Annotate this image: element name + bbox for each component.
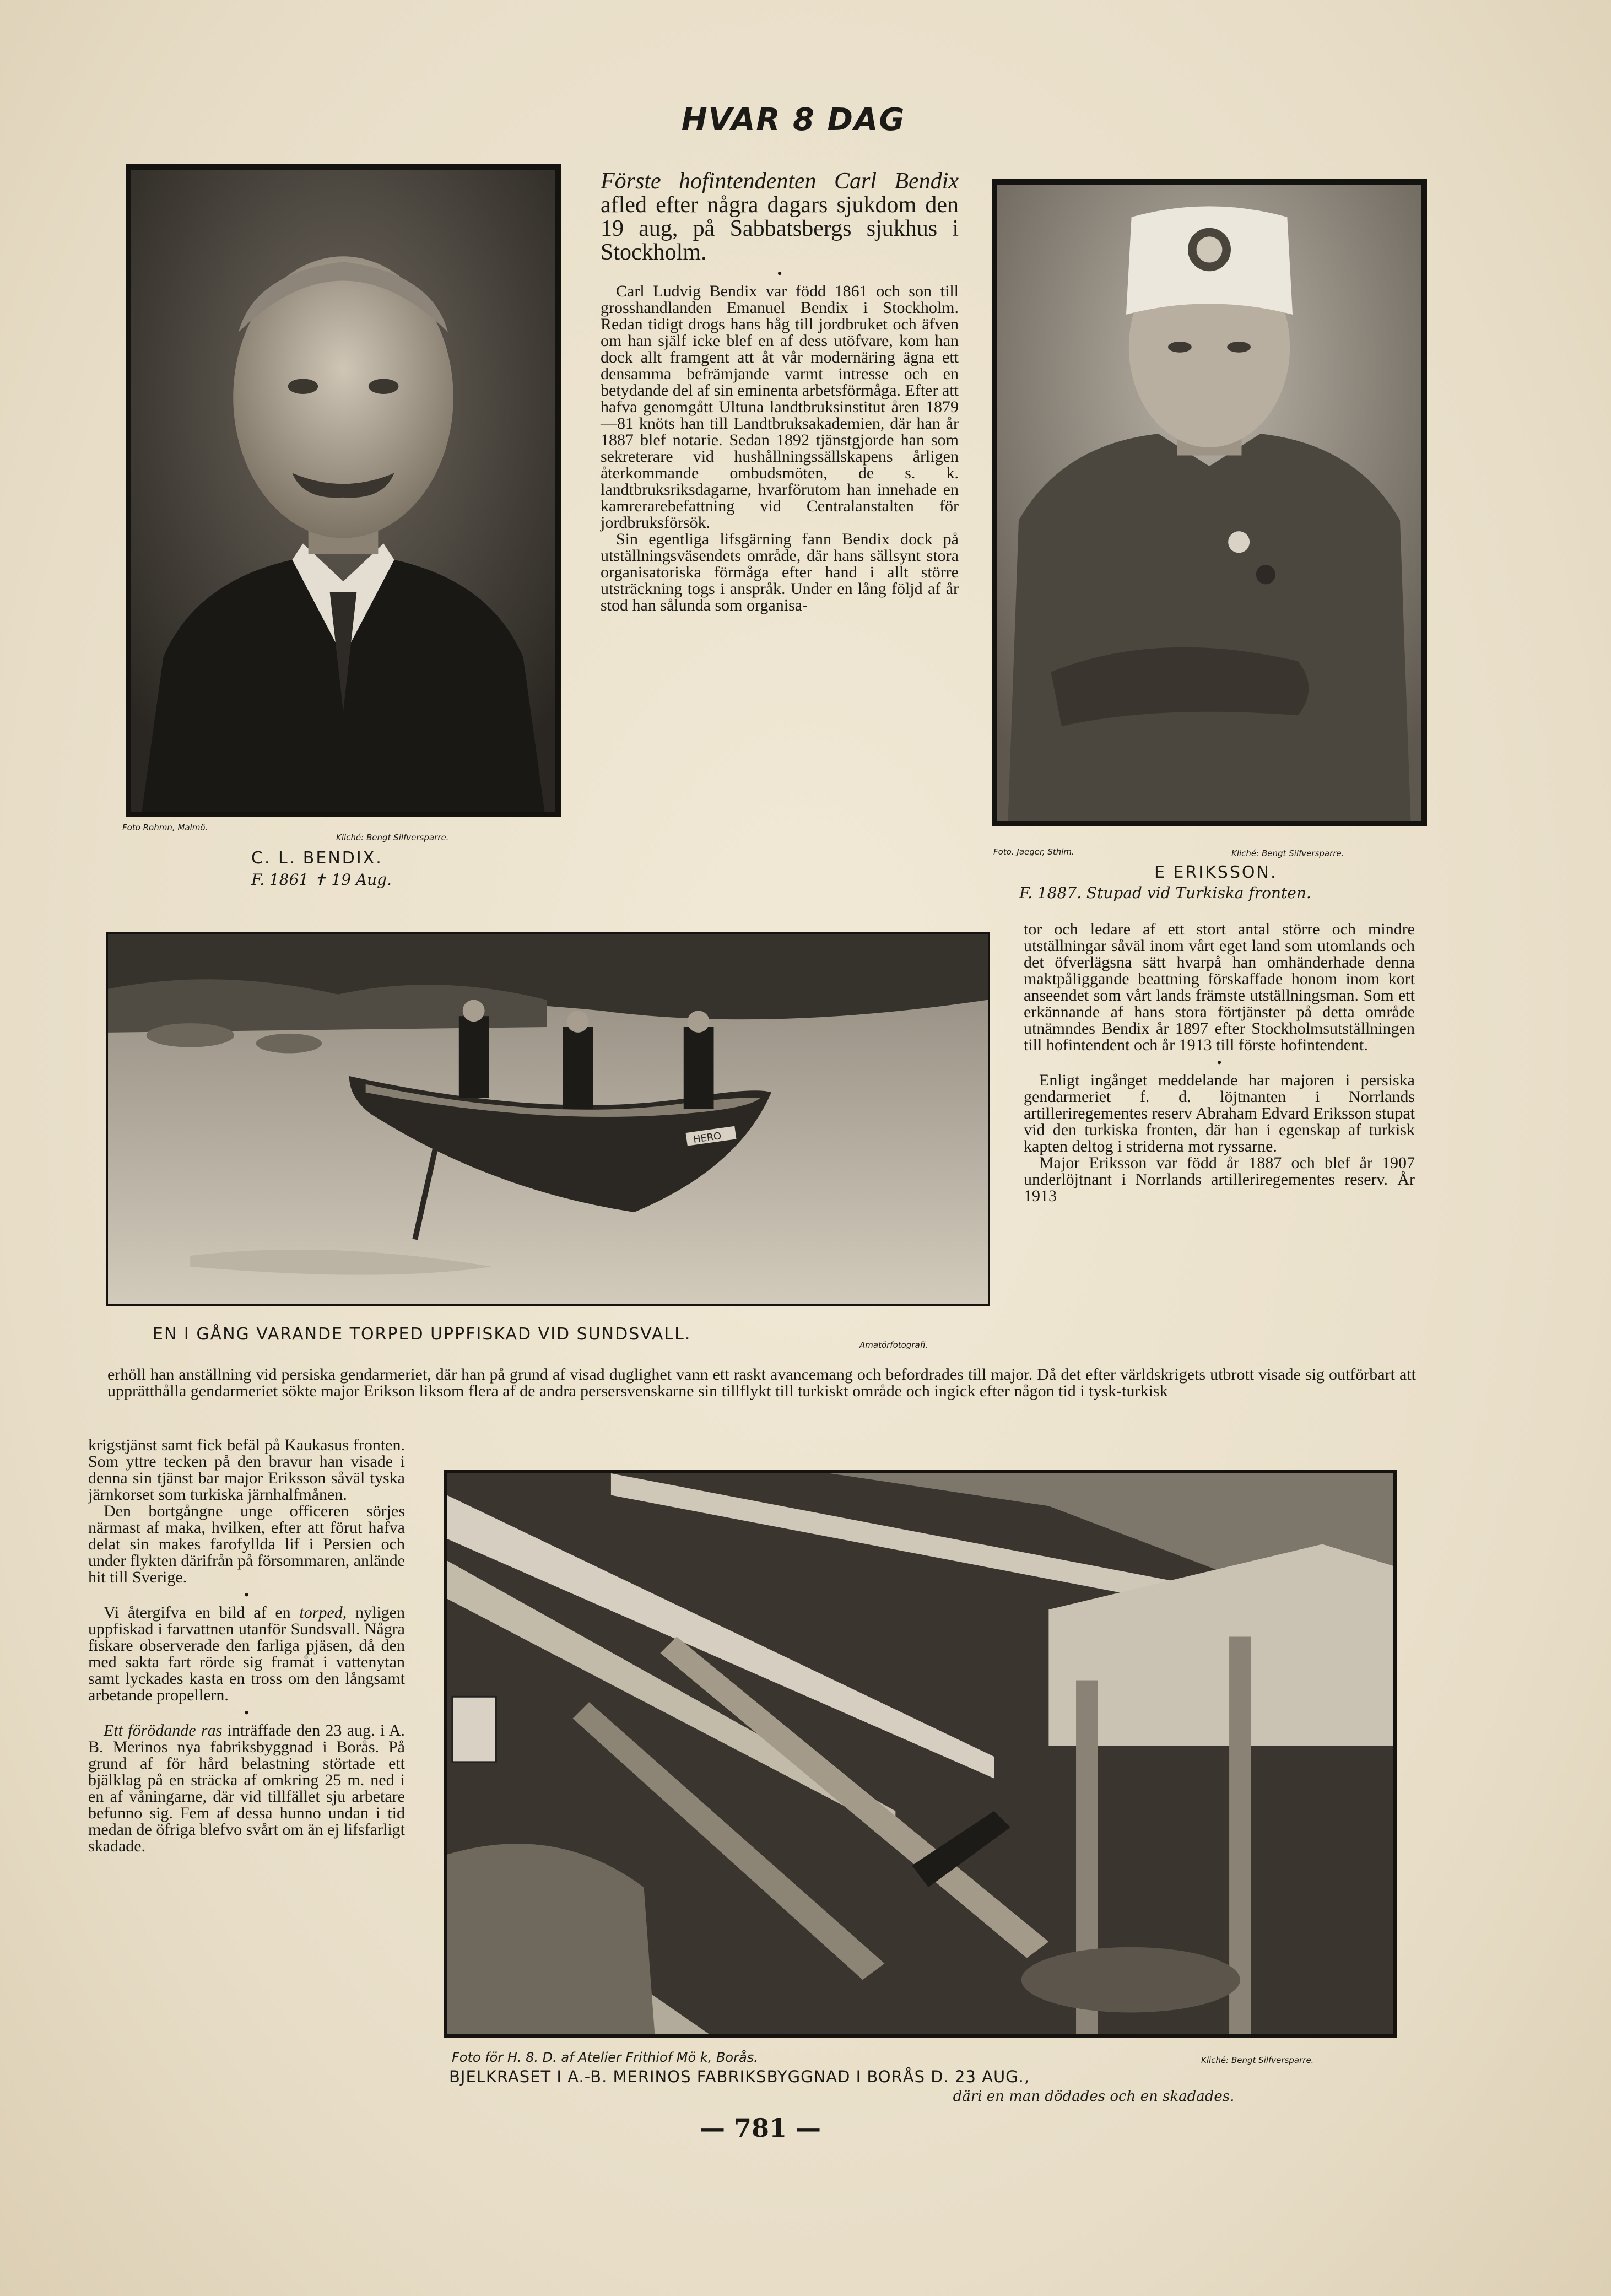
boat-name-label: HERO — [692, 1130, 722, 1146]
article-column-left — [88, 1437, 405, 1855]
collapse-caption-tail: däri en man dödades och en skadades. — [953, 2088, 1235, 2105]
bendix-caption-name: C. L. BENDIX. — [251, 849, 383, 868]
page-header: HVAR 8 DAG — [681, 102, 906, 138]
article-headline-rest: afled efter några dagars sjukdom den 19 aug, på Sabbatsbergs sjukhus i Stockholm. — [601, 192, 959, 265]
eriksson-paragraph-2-start: Major Eriksson var född år 1887 och blef år 1907 underlöjtnant i Norrlands artilleriregementes reserv. År 1913 — [1024, 1154, 1415, 1205]
collapse-caption-main: BJELKRASET I A.-B. MERINOS FABRIKSBYGGNAD I BORÅS D. 23 AUG., — [449, 2067, 1030, 2086]
bendix-paragraph-1: Carl Ludvig Bendix var född 1861 och son till grosshandlanden Emanuel Bendix i Stockholm. Redan tidigt drogs hans håg till jordbruket och äfven om han själf icke blef en af dess utöfvare, kom han dock allt framgent att åt vår modernäring ägna ett densamma befrämjande varmt intresse och en betydande del af sin eminenta arbetsförmåga. Efter att hafva genomgått Ultuna landtbruksinstitut åren 1879—81 knöts han till Landtbruksakademien, där han år 1887 blef notarie. Sedan 1892 tjänstgjorde han som sekreterare vid hushållningssällskapens årligen återkommande ombudsmöten, de s. k. landtbruksriksdagarne, hvarförutom han innehade en kamrerarebefattning vid Centralanstalten för jordbruksförsök. — [601, 282, 959, 532]
bendix-photo-credit: Foto Rohmn, Malmö. — [122, 823, 208, 833]
torpedo-caption: EN I GÅNG VARANDE TORPED UPPFISKAD VID SUNDSVALL. — [153, 1325, 691, 1344]
eriksson-photo-credit: Foto. Jaeger, Sthlm. — [993, 847, 1074, 857]
torpedo-italic: torped, — [299, 1603, 347, 1622]
collapse-italic: Ett förödande ras — [104, 1721, 223, 1739]
article-headline — [601, 170, 959, 264]
collapse-photo — [444, 1470, 1397, 2038]
separator-1: • — [777, 266, 782, 282]
eriksson-portrait-photo — [992, 179, 1427, 826]
eriksson-caption-dates: F. 1887. Stupad vid Turkiska fronten. — [1019, 884, 1311, 902]
bendix-paragraph-2-continued: tor och ledare af ett stort antal större och mindre utställningar såväl inom vårt eget land som utomlands och det öfverlägsna sätt hvarpå han omhänderhade denna maktpåliggande beattning förskaffade honom inom kort anseendet som vårt lands främste utställningsman. Som ett erkännande af hans stora förtjänster på detta område utnämndes Bendix år 1897 efter Stockholmsutställningen till hofintendent och år 1913 till förste hofintendent. — [1024, 920, 1415, 1054]
eriksson-paragraph-1: Enligt ingånget meddelande har majoren i persiska gendarmeriet f. d. löjtnanten i Norrlands artilleriregementes reserv Abraham Edvard Eriksson stupat vid den turkiska fronten, där han i egenskap af turkisk kapten deltog i striderna mot ryssarne. — [1024, 1071, 1415, 1155]
bendix-portrait-photo — [126, 164, 561, 817]
article-wide-paragraph — [107, 1366, 1416, 1400]
torpedo-boat-photo — [106, 932, 990, 1306]
article-column-center — [601, 170, 959, 614]
torpedo-rest: nyligen uppfiskad i farvattnen utanför Sundsvall. Några fiskare observerade den farliga pjäsen, då den med sakta fart rörde sig framåt i vattenytan samt lyckades kasta en tross om den långsamt arbetande propellern. — [88, 1603, 406, 1704]
eriksson-portrait-image — [997, 185, 1421, 821]
separator-4: • — [244, 1705, 250, 1721]
separator-3: • — [244, 1587, 250, 1603]
eriksson-paragraph-3: Den bortgångne unge officeren sörjes närmast af maka, hvilken, efter att förut hafva delat sin makes farofyllda lif i Persien och under flykten därifrån på försommaren, anlände hit till Sverige. — [88, 1502, 405, 1586]
article-headline-lead: Förste hofintendenten Carl Bendix — [601, 169, 959, 194]
bendix-caption-dates: F. 1861 ✝ 19 Aug. — [251, 871, 392, 889]
torpedo-boat-image — [108, 934, 988, 1304]
bendix-cliche-credit: Kliché: Bengt Silfversparre. — [336, 833, 449, 842]
separator-2: • — [1217, 1055, 1222, 1071]
collapse-paragraph — [88, 1722, 405, 1855]
eriksson-paragraph-2-tail: krigstjänst samt fick befäl på Kaukasus fronten. Som yttre tecken på den bravur han visade i denna sin tjänst bar major Eriksson såväl tyska järnkorset som turkiska järnhalfmånen. — [88, 1436, 405, 1504]
bendix-paragraph-2: Sin egentliga lifsgärning fann Bendix dock på utställningsväsendets område, där hans sällsynt stora organisatoriska förmåga efter hand i allt större utsträckning togs i anspråk. Under en lång följd af år stod han sålunda som organisa- — [601, 530, 959, 614]
collapse-rest: inträffade den 23 aug. i A. B. Merinos nya fabriksbyggnad i Borås. På grund af för hård belastning störtade ett bjälklag på en sträcka af omkring 25 m. ned i en af våningarne, där vid tillfället sju arbetare befunno sig. Fem af dessa hunno undan i tid medan de öfriga blefvo svårt om än ej lifsfarligt skadade. — [88, 1721, 406, 1855]
eriksson-cliche-credit: Kliché: Bengt Silfversparre. — [1231, 849, 1344, 858]
article-column-right — [1024, 921, 1415, 1204]
torpedo-photo-credit: Amatörfotografi. — [859, 1340, 928, 1350]
eriksson-caption-name: E ERIKSSON. — [1154, 863, 1278, 882]
bendix-portrait-image — [131, 170, 555, 812]
eriksson-paragraph-2-wide: erhöll han anställning vid persiska gendarmeriet, där han på grund af visad duglighet vann ett raskt avancemang och befordrades till major. Då det efter världskrigets utbrott visade sig outförbart att upprätthålla gendarmeriet sökte major Erikson liksom flera af de andra persersvenskarne sin tillflykt till turkiskt område och ingick efter någon tid i tysk-turkisk — [107, 1365, 1416, 1400]
collapse-image — [447, 1473, 1393, 2034]
collapse-photo-credit: Foto för H. 8. D. af Atelier Frithiof Mö k, Borås. — [452, 2050, 758, 2065]
page-number: — 781 — — [700, 2113, 821, 2143]
torpedo-paragraph — [88, 1605, 405, 1704]
collapse-cliche-credit: Kliché: Bengt Silfversparre. — [1201, 2055, 1314, 2065]
torpedo-lead: Vi återgifva en bild af en — [104, 1603, 291, 1622]
